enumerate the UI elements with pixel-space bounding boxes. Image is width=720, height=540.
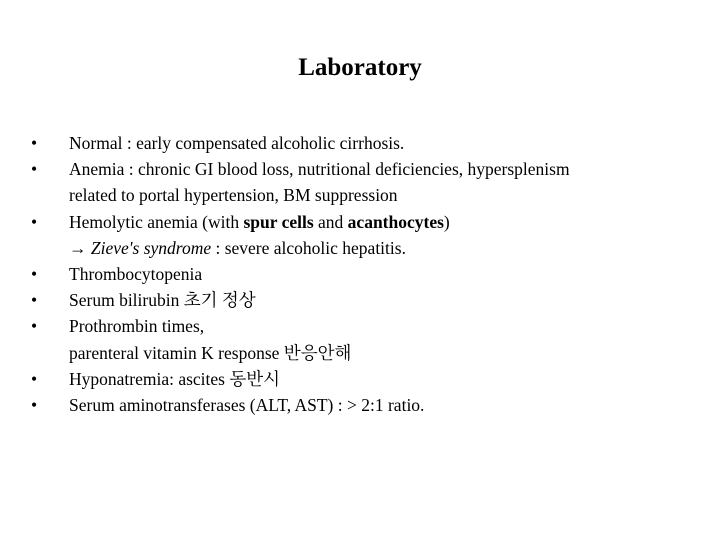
list-item [31,261,691,287]
bullet-text: Normal : early compensated alcoholic cirrhosis. [69,133,405,153]
bold-term-spur-cells: spur cells [243,211,314,232]
list-item [31,313,691,365]
bullet-continuation: related to portal hypertension, BM suppression [69,185,398,206]
bullet-text: Hyponatremia: ascites 동반시 [69,368,281,389]
list-item [31,130,691,156]
bold-term-acanthocytes: acanthocytes [347,211,444,232]
text-segment: Hemolytic anemia (with [69,211,244,232]
list-item [31,366,691,392]
bullet-text: Prothrombin times, [69,316,205,337]
bullet-subline [69,235,691,261]
bullet-icon: • [31,316,38,337]
bullet-icon: • [31,290,38,311]
bullet-continuation: parenteral vitamin K response 반응안해 [69,342,352,363]
bullet-text: Serum bilirubin 초기 정상 [69,290,256,311]
arrow-right-icon: → [69,237,87,258]
bullet-icon: • [31,211,38,232]
slide-title: Laboratory [298,54,422,81]
text-segment: ) [443,211,450,232]
bullet-text [69,209,691,235]
bullet-list [31,130,691,418]
bullet-icon: • [31,368,38,389]
text-segment: : severe alcoholic hepatitis. [211,237,406,258]
list-item [31,209,691,261]
bullet-text: Anemia : chronic GI blood loss, nutritional deficiencies, hypersplenism [69,159,570,180]
list-item [31,287,691,313]
bullet-text: Serum aminotransferases (ALT, AST) : > 2:1 ratio. [69,395,425,416]
bullet-icon: • [31,395,38,416]
bullet-icon: • [31,159,38,180]
bullet-icon: • [31,264,38,285]
text-segment: and [313,211,348,232]
bullet-icon: • [31,133,38,153]
italic-term-zieves-syndrome: Zieve's syndrome [90,237,212,258]
list-item [31,392,691,418]
list-item [31,156,691,208]
bullet-text: Thrombocytopenia [69,264,203,285]
